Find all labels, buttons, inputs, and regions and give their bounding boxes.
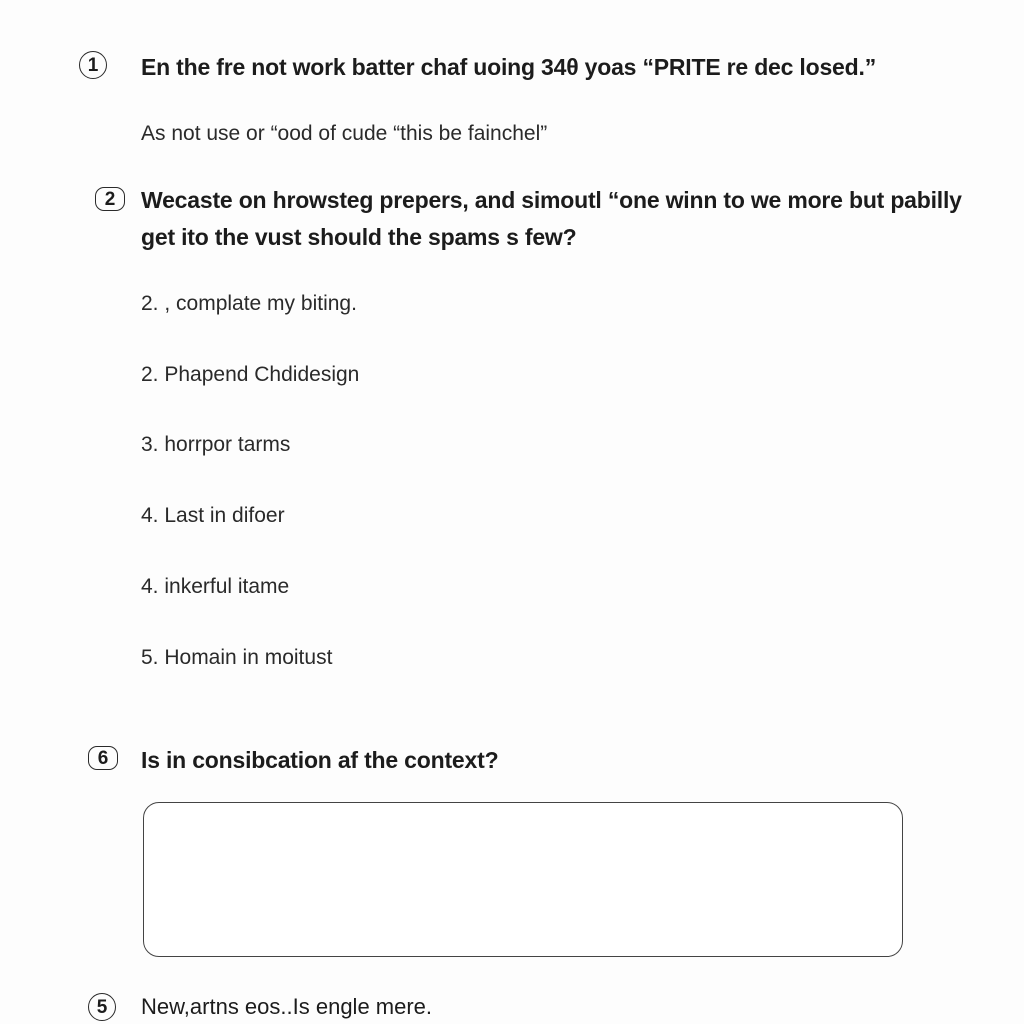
question-number-badge [88,993,116,1021]
question-2-text-line-1: Wecaste on hrowsteg prepers, and simoutl “one winn to we more but pabilly [141,187,962,213]
question-number-badge [79,51,107,79]
question-number: 2 [104,188,116,210]
option-item: 3. horrpor tarms [141,433,291,456]
option-item: 4. inkerful itame [141,575,290,598]
question-5-text: New,artns eos..Is engle mere. [141,994,433,1019]
question-1-subtext: As not use or “ood of cude “this be fainchel” [141,122,548,145]
option-item: 2. , complate my biting. [141,292,357,315]
question-number: 1 [87,54,99,76]
question-number-badge [95,187,125,211]
question-1-text: En the fre not work batter chaf uoing 34θ yoas “PRITE re dec losed.” [141,54,876,80]
option-item: 2. Phapend Chdidesign [141,363,360,386]
option-item: 4. Last in difoer [141,504,285,527]
question-2-text-line-2: get ito the vust should the spams s few? [141,224,577,250]
option-item: 5. Homain in moitust [141,646,333,669]
question-6-text: Is in consibcation af the context? [141,747,499,773]
question-number: 6 [97,747,109,769]
question-number: 5 [96,996,108,1018]
answer-text-box[interactable] [143,802,903,957]
question-number-badge [88,746,118,770]
